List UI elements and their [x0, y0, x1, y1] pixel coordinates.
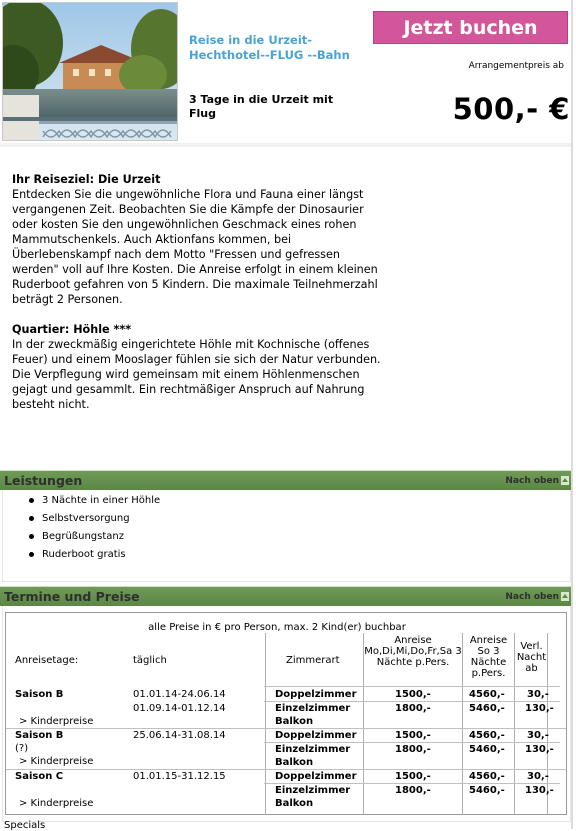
services-heading: Leistungen — [4, 473, 83, 488]
prices-heading: Termine und Preise — [4, 589, 140, 604]
quarter-heading: Quartier: Höhle *** — [12, 323, 132, 336]
col-extension-header: Verl. Nacht ab — [516, 641, 547, 674]
price-extension: 30,- — [527, 771, 549, 782]
price-sunday: 5460,- — [469, 785, 505, 796]
price-sunday: 4560,- — [469, 689, 505, 700]
list-item: 3 Nächte in einer Höhle — [30, 494, 160, 512]
price-extension: 130,- — [525, 785, 554, 796]
price-weekday: 1800,- — [395, 785, 431, 796]
arrow-up-icon[interactable] — [561, 476, 569, 485]
price-extension: 30,- — [527, 730, 549, 741]
room-type: Doppelzimmer — [275, 730, 357, 741]
price-weekday: 1500,- — [395, 689, 431, 700]
col-days-header: täglich — [133, 655, 167, 666]
page-right-border — [571, 0, 573, 829]
season-dates: 01.01.15-31.12.15 — [133, 771, 226, 782]
price-extension: 130,- — [525, 703, 554, 714]
price-weekday: 1800,- — [395, 744, 431, 755]
hotel-photo-image — [3, 3, 178, 141]
prices-table — [5, 612, 567, 815]
specials-heading: Specials — [4, 820, 46, 831]
book-now-button[interactable]: Jetzt buchen — [373, 11, 568, 44]
season-name: Saison C — [15, 771, 64, 782]
price-sunday: 4560,- — [469, 730, 505, 741]
season-dates: 01.09.14-01.12.14 — [133, 703, 226, 714]
price-sunday: 4560,- — [469, 771, 505, 782]
col-room-header: Zimmerart — [286, 655, 340, 666]
price-weekday: 1800,- — [395, 703, 431, 714]
season-name: Saison B — [15, 730, 64, 741]
price-sunday: 5460,- — [469, 703, 505, 714]
destination-text: Entdecken Sie die ungewöhnliche Flora und Fauna einer längst vergangenen Zeit. Beobachten Sie die Kämpfe der Dinosaurier oder kosten Sie den ungewöhnlichen Geschmack eines rohen Mammutschenkels. Auch Aktionfans kommen, bei Überlebenskampf nach dem Motto "Fressen und gefressen werden" voll auf Ihre Kosten. Die Anreise erfolgt in einem kleinen Ruderboot gefahren von 5 Kindern. Die maximale Teilnehmerzahl beträgt 2 Personen. — [12, 188, 378, 306]
info-question-link[interactable]: (?) — [15, 743, 29, 754]
quarter-text: In der zweckmäßig eingerichtete Höhle mit Kochnische (offenes Feuer) und einem Mooslager fühlen sie sich der Natur verbunden. Die Verpflegung wird gemeinsam mit einem Höhlenmenschen gejagt und gesammlt. Ein rechtmäßiger Anspruch auf Nahrung besteht nicht. — [12, 338, 381, 411]
price-value: 500,- € — [452, 92, 570, 126]
price-extension: 30,- — [527, 689, 549, 700]
season-dates: 25.06.14-31.08.14 — [133, 730, 226, 741]
child-prices-link[interactable]: > Kinderpreise — [19, 798, 94, 809]
room-type: Doppelzimmer — [275, 689, 357, 700]
room-type: Einzelzimmer Balkon — [275, 703, 351, 727]
offer-subtitle: 3 Tage in die Urzeit mit Flug — [189, 93, 334, 120]
list-item: Begrüßungstanz — [30, 530, 160, 548]
price-extension: 130,- — [525, 744, 554, 755]
col-weekday-header: Anreise Mo,Di,Mi,Do,Fr,Sa 3 Nächte p.Pers. — [364, 635, 462, 668]
room-type: Doppelzimmer — [275, 771, 357, 782]
price-weekday: 1500,- — [395, 730, 431, 741]
services-top-link[interactable]: Nach oben — [505, 476, 559, 486]
list-item: Ruderboot gratis — [30, 548, 160, 566]
offer-header — [0, 0, 571, 147]
hotel-photo — [2, 2, 178, 141]
destination-heading: Ihr Reiseziel: Die Urzeit — [12, 173, 161, 186]
price-weekday: 1500,- — [395, 771, 431, 782]
price-label: Arrangementpreis ab — [468, 61, 564, 71]
prices-top-link[interactable]: Nach oben — [505, 592, 559, 602]
list-item: Selbstversorgung — [30, 512, 160, 530]
season-dates: 01.01.14-24.06.14 — [133, 689, 226, 700]
col-arrival-header: Anreisetage: — [15, 655, 79, 666]
room-type: Einzelzimmer Balkon — [275, 785, 351, 809]
arrow-up-icon[interactable] — [561, 592, 569, 601]
room-type: Einzelzimmer Balkon — [275, 744, 351, 768]
child-prices-link[interactable]: > Kinderpreise — [19, 756, 94, 767]
prices-note: alle Preise in € pro Person, max. 2 Kind(er) buchbar — [148, 622, 406, 633]
child-prices-link[interactable]: > Kinderpreise — [19, 716, 94, 727]
offer-description — [12, 172, 382, 412]
prices-section-bar — [0, 586, 571, 606]
price-sunday: 5460,- — [469, 744, 505, 755]
services-list — [30, 494, 160, 566]
offer-title-link[interactable]: Reise in die Urzeit-Hechthotel--FLUG --Bahn — [189, 33, 350, 62]
season-name: Saison B — [15, 689, 64, 700]
services-section-bar — [0, 470, 571, 490]
col-sunday-header: Anreise So 3 Nächte p.Pers. — [469, 635, 508, 679]
